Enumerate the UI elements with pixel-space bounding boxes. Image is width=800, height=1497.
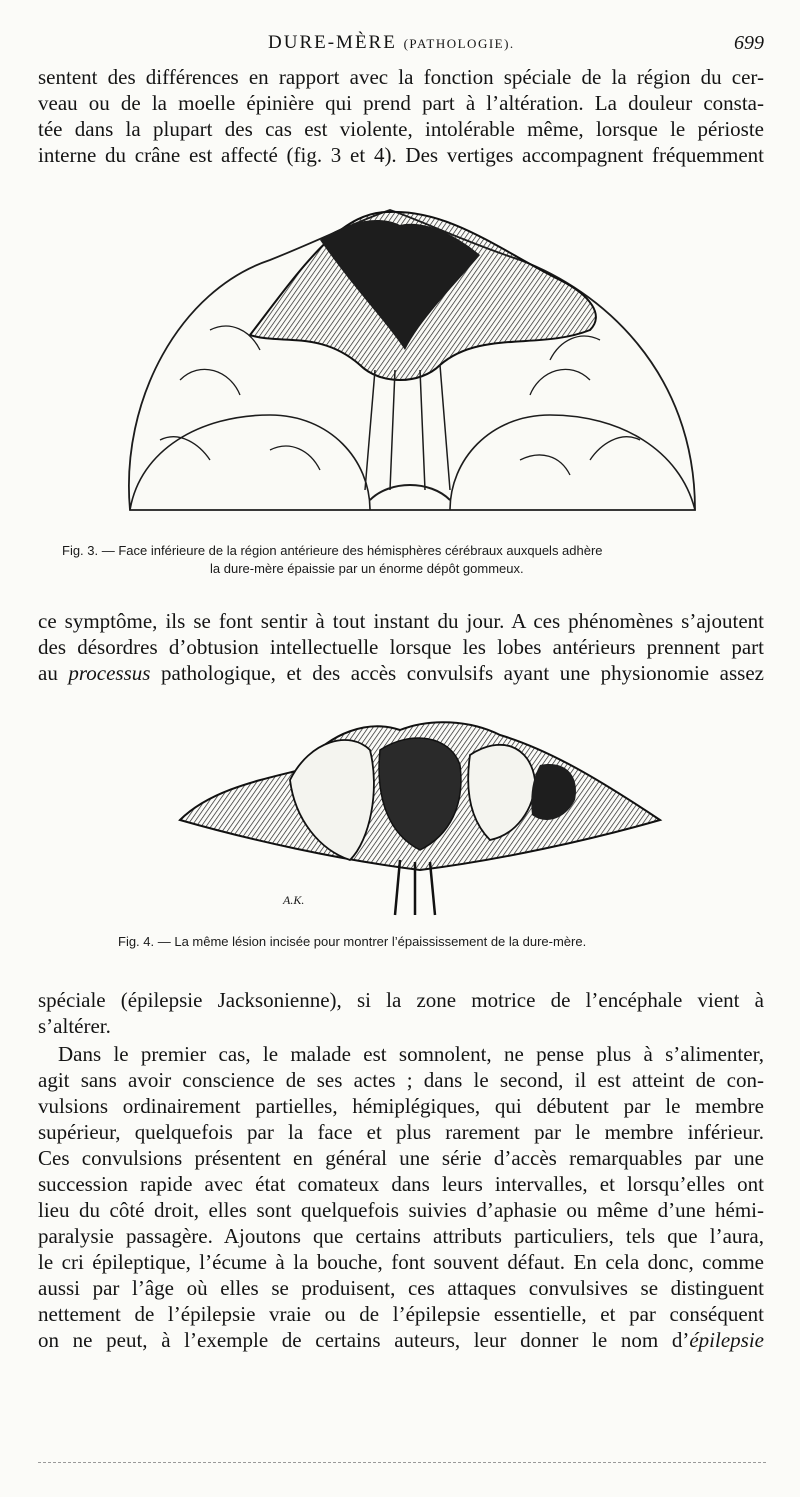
- text-line: Dans le premier cas, le malade est somnolent, ne pense plus à s’alimenter,: [58, 1042, 764, 1066]
- text-line: s’altérer.: [38, 1014, 111, 1038]
- text-segment: pathologique, et des accès convulsifs ayant une physionomie assez: [150, 661, 764, 685]
- paragraph-2: [38, 608, 764, 686]
- page-number: 699: [734, 32, 764, 54]
- text-segment: on ne peut, à l’exemple de certains auteurs, leur donner le nom d’: [38, 1328, 690, 1352]
- footer-rule: [38, 1462, 766, 1463]
- running-title-main: DURE-MÈRE: [268, 32, 397, 53]
- italic-term: épilepsie: [689, 1328, 764, 1352]
- italic-term: processus: [68, 661, 151, 685]
- running-title: [268, 32, 515, 54]
- text-line: veau ou de la moelle épinière qui prend part à l’altération. La douleur consta-: [38, 91, 764, 115]
- text-line: [38, 1327, 764, 1353]
- paragraph-4: [38, 1041, 764, 1353]
- text-line: ce symptôme, ils se font sentir à tout instant du jour. A ces phénomènes s’ajoutent: [38, 609, 764, 633]
- text-line: nettement de l’épilepsie vraie ou de l’épilepsie essentielle, et par conséquent: [38, 1302, 764, 1326]
- figure-3-brain-illustration: [120, 200, 700, 525]
- paragraph-1: [38, 64, 764, 168]
- running-title-section: (PATHOLOGIE).: [403, 36, 515, 51]
- text-line: spéciale (épilepsie Jacksonienne), si la zone motrice de l’encéphale vient à: [38, 988, 764, 1012]
- text-line: des désordres d’obtusion intellectuelle lorsque les lobes antérieurs prennent part: [38, 635, 764, 659]
- text-line: paralysie passagère. Ajoutons que certains attributs particuliers, tels que l’aura,: [38, 1224, 764, 1248]
- text-line: agit sans avoir conscience de ses actes ; dans le second, il est atteint de con-: [38, 1068, 764, 1092]
- figure-3-caption: [62, 542, 603, 578]
- text-segment: au: [38, 661, 69, 685]
- text-line: succession rapide avec état comateux dans leurs intervalles, et lorsqu’elles ont: [38, 1172, 764, 1196]
- text-line: tée dans la plupart des cas est violente, intolérable même, lorsque le périoste: [38, 117, 764, 141]
- figure-4-lesion-illustration: [170, 710, 670, 920]
- text-line: vulsions ordinairement partielles, hémiplégiques, qui débutent par le membre: [38, 1094, 764, 1118]
- text-line: [38, 660, 764, 686]
- text-line: Ces convulsions présentent en général une série d’accès remarquables par une: [38, 1146, 764, 1170]
- text-line: lieu du côté droit, elles sont quelquefois suivies d’aphasie ou même d’une hémi-: [38, 1198, 764, 1222]
- caption-line: Fig. 4. — La même lésion incisée pour montrer l’épaississement de la dure-mère.: [118, 934, 587, 949]
- caption-line: Fig. 3. — Face inférieure de la région antérieure des hémisphères cérébraux auxquels adhère: [62, 543, 603, 558]
- text-line: supérieur, quelquefois par la face et plus rarement par le membre inférieur.: [38, 1120, 764, 1144]
- text-line: interne du crâne est affecté (fig. 3 et 4). Des vertiges accompagnent fréquemment: [38, 143, 764, 167]
- paragraph-3: [38, 987, 764, 1039]
- text-line: sentent des différences en rapport avec la fonction spéciale de la région du cer-: [38, 65, 764, 89]
- engraver-signature: A.K.: [283, 893, 305, 907]
- figure-4-caption: [118, 933, 586, 951]
- text-line: aussi par l’âge où elles se produisent, ces attaques convulsives se distinguent: [38, 1276, 764, 1300]
- caption-line: la dure-mère épaissie par un énorme dépôt gommeux.: [210, 561, 524, 576]
- text-line: le cri épileptique, l’écume à la bouche, font souvent défaut. En cela donc, comme: [38, 1250, 764, 1274]
- running-head: [0, 30, 800, 60]
